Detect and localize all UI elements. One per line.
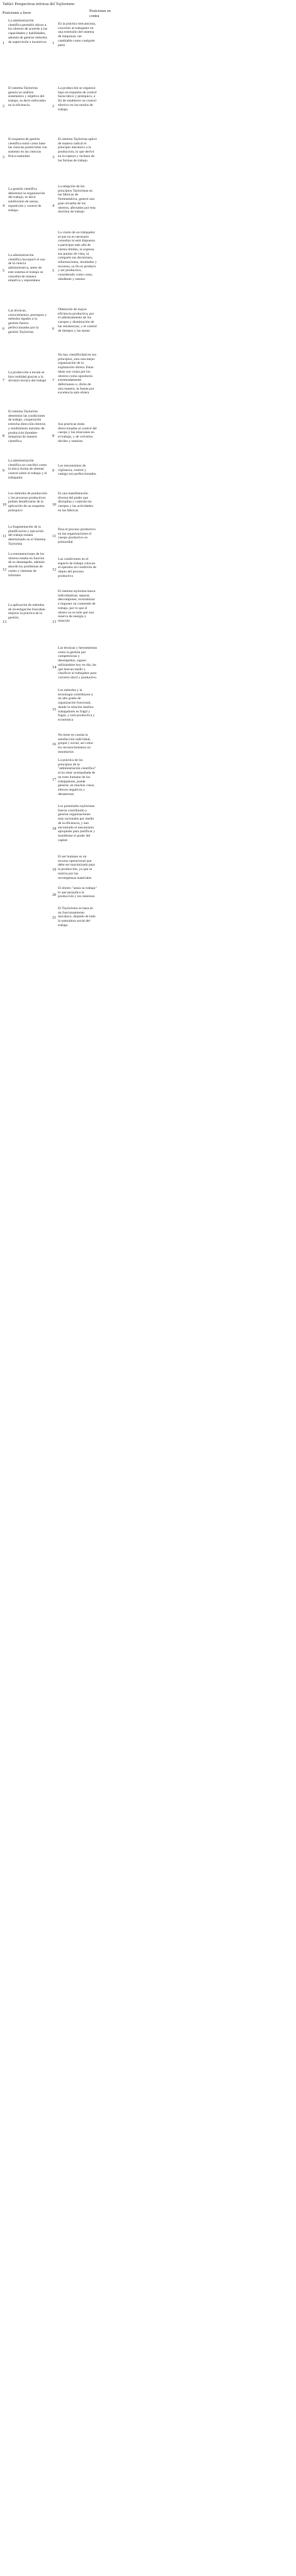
row-number: 15 [52,707,57,712]
contra-cell: El Taylorismo se basa en un funcionamiento mecánico, dejando de lado la naturaleza social del trabajo [58,907,96,927]
row-number: 4 [3,204,5,208]
row-number: 13 [3,620,7,624]
contra-cell: El sistema taylorista busca individualizar, separar, descomponer, economizar e imponer un contenido de trabajo, por lo que el obrero no es más que una reserva de energía y músculo [58,589,96,623]
favor-cell: La administración científica se concibió como la única forma de obtener control sobre el trabajo y el trabajador. [8,459,47,480]
favor-cell: Los métodos de producción y los procesos productivos podían beneficiarse de la aplicación de un esquema jerárquico [8,492,47,513]
row-number: 5 [3,269,5,273]
favor-cell: El esquema de gestión científica tomó como base las ciencias positivistas con sustento en las ciencias físico-naturales [8,137,47,158]
contra-cell: Las condiciones en el espacio de trabajo colocan al operario en condición de objeto del proceso productivo [58,557,96,578]
contra-cell: El sistema Taylorista aplicó de manera radical el principio mecánico a la producción, lo que derivó en la ruptura y rechazo de las formas de trabajo [58,137,97,163]
row-number: 12 [3,567,7,572]
favor-cell: El sistema Taylorista genera un análisis sistemático y objetivo del trabajo, es decir enfocados en la eficiencia. [8,86,46,107]
contra-cell: Es una manifestación diversa del poder que disciplina y controla los cuerpos y las actividades en las fábricas [58,492,93,513]
favor-cell: La gestión científica determinó la organización del trabajo, es decir subdivisión de tareas, repartición y control de trabajo. [8,187,45,212]
row-number: 17 [52,777,57,782]
column-header-contra: Posiciones en contra [89,9,111,18]
row-number: 13 [52,620,57,624]
row-number: 19 [52,867,57,872]
row-number: 11 [52,534,56,538]
row-number: 6 [52,327,55,331]
row-number: 2 [52,104,55,108]
row-number: 1 [3,41,5,45]
contra-cell: Los postulados tayloristas fueron contribuido a generar organizaciones más racionales por medio de la eficiencia, y han encontrado el mecanismo apropiado para justificar y manifestar el poder del capital [58,804,95,842]
row-number: 12 [52,567,57,572]
contra-cell: La producción se organizó bajo un esquema de control burocrático y jerárquico, a fin de establecer un control efectivo en los modos de trabajo [58,86,97,112]
row-number: 3 [3,155,5,160]
row-number: 14 [52,665,57,670]
favor-cell: Las técnicas, conocimientos, preceptos y métodos ligados a la gestión fueron perfeccionados por la gestión Taylorista. [8,309,47,334]
favor-cell: La administración científica incorporó el uso de la ciencia administrativa, antes de este sistema el trabajo se concebía de manera empírica y espontánea. [8,253,45,283]
row-number: 20 [52,893,57,897]
favor-cell: El sistema Taylorista determinó las condiciones de trabajo, cooperación estrecha dirección-obreros y rendimiento máximo de producción (hombre-máquina) de manera científica. [8,410,46,443]
contra-cell: Los métodos y la tecnología contribuyen a un alto grado de organización funcional, donde la relación dueños-trabajadores es frágil y fugaz, y solo productiva y económica [58,688,95,722]
row-number: 11 [3,534,6,538]
row-number: 10 [52,502,57,507]
row-number: 5 [52,269,55,273]
row-number: 6 [3,327,5,331]
row-number: 18 [52,827,57,831]
row-number: 10 [3,502,7,507]
contra-cell: Para el proceso productivo en las organizaciones el cuerpo productivo es primordial [58,528,96,545]
contra-cell: Las técnicas y herramientas como la gestión por competencias y desempeños, siguen utilizándose hoy en día, las que buscan medir y clasificar al trabajador para volverlo dócil y productivo [58,646,97,680]
row-number: 7 [52,378,55,383]
contra-cell: No hay cientificidad en sus principios, sino una mejor organización de la explotación obrera. Estas ideas son vistas por los obreros como opositores extremadamente defectuosos o, dicho de otra manera, la fuente por excelencia anti-obrera [58,353,96,395]
row-number: 9 [52,468,55,473]
row-number: 8 [52,434,55,438]
contra-cell: La práctica de los principios de la "administración científica" al no estar acompañada de un trato humano de los trabajadores, puede generar, en muchos casos, efectos negativos y desastrosos [58,758,96,796]
favor-cell: La remuneraciones de los obreros estaba en función de su desempeño, además abordó los problemas de costes y sistemas de informes [8,552,45,577]
favor-cell: La fragmentación de la planificación y ejecución del trabajo estaba determinado en el Sistema Taylorista [8,525,46,546]
favor-cell: La administración científica permitió ubicar a los obreros de acuerdo a las capacidades y habilidades, además de generar métodos de supervisión e incentivos [8,19,47,44]
row-number: 8 [3,434,5,438]
row-number: 1 [52,41,55,45]
row-number: 3 [52,155,55,160]
column-header-favor: Posiciones a favor [3,11,31,15]
contra-cell: El ser humano es un recurso operacional que debe ser maximizado para la producción, ya que se motiva por las recompensas materiales [58,855,95,880]
row-number: 16 [52,742,57,746]
favor-cell: La producción a escala se hizo realidad gracias a la división técnica del trabajo [8,371,47,383]
row-number: 21 [52,915,57,920]
favor-cell: La aplicación de métodos de investigación buscaban mejorar la práctica de la gestión. [8,603,45,620]
row-number: 4 [52,204,55,208]
contra-cell: En la práctica mecanicista, convirtió al trabajador en una extensión del sistema de máquinas, tan cambiable como cualquier parte [58,22,96,47]
contra-cell: No tiene en cuenta la satisfacción individual, grupal y social, así como los reconocimientos no monetarios [58,733,93,754]
contra-cell: Los mecanismos de vigilancia, control y castigo son perfeccionados. [58,464,97,477]
row-number: 7 [3,378,5,383]
contra-cell: Sus prácticas están direccionadas al control del cuerpo y las relaciones en el trabajo, y de volverlos dóciles y sumisos [58,422,97,443]
contra-cell: La adopción de los principios Tayloristas en las fábricas de Norteamérica, generó una gran revuelta de los obreros, afectados por esta doctrina de trabajo [58,185,96,214]
table-caption: Tabla1 Perspectivas teóricas del Taylorismo [3,2,75,6]
contra-cell: El obrero "ansía su trabajo" lo que perjudica la producción y los intereses [58,886,97,899]
row-number: 9 [3,468,5,473]
contra-cell: Obtención de mayor eficiencia productiva, por el adiestramiento de los cuerpos y disminución de las resistencias; y el control de tiempos y las tareas [58,308,97,333]
contra-cell: La visión de un trabajador al que no es necesario consultar ni está dispuesto a participar más allá de ciertos límites, ni expresa sus puntos de vista, ni comparte sus decisiones, informaciones, resultados y recursos, su fin es producir y ser productivo, considerado como costo, obediente y sumiso [58,231,97,281]
row-number: 2 [3,104,5,108]
